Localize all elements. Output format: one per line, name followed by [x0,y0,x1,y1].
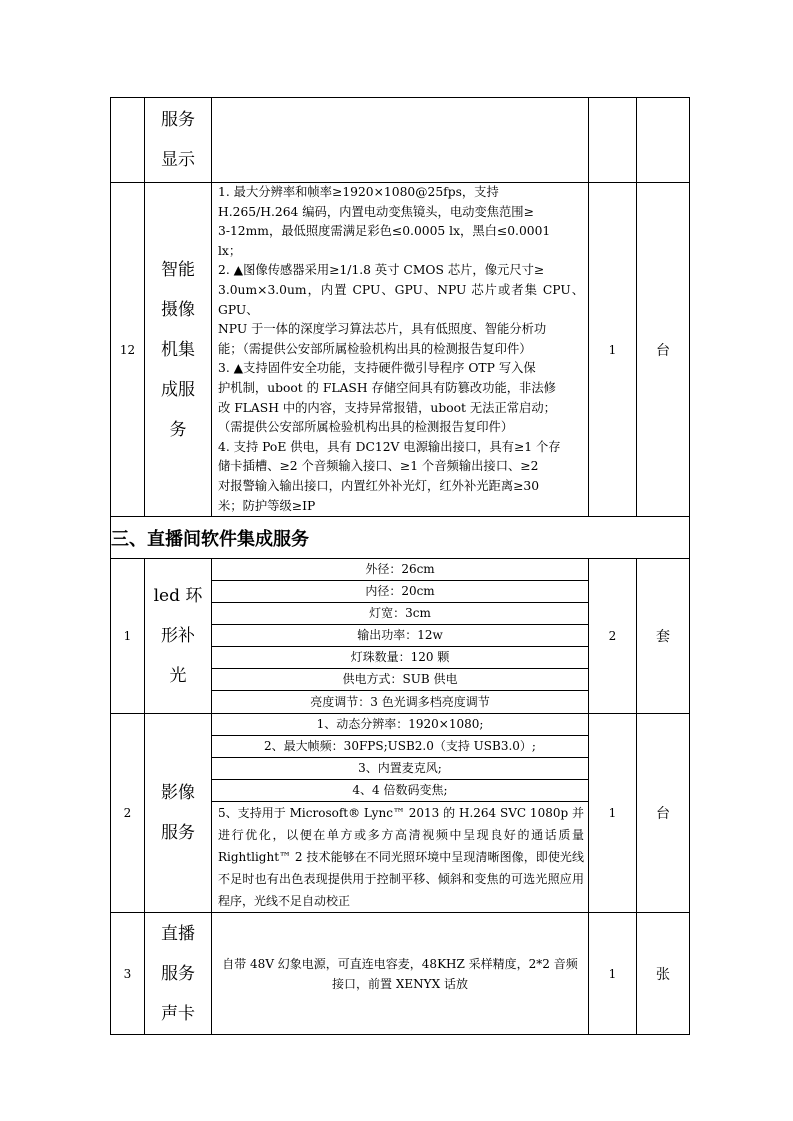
item-name-line: 直播 [161,923,195,944]
item-unit: 张 [637,913,690,1035]
item-name [145,98,212,183]
item-name-line: 服务 [161,110,195,130]
table-row [111,98,690,183]
table-row [111,559,690,714]
item-name-line: 影像 [161,783,195,804]
item-name-line: 服务 [161,823,195,844]
item-description [212,98,589,183]
item-name [145,913,212,1035]
desc-line: 2. ▲图像传感器采用≥1/1.8 英寸 CMOS 芯片，像元尺寸≥ [218,263,545,278]
spec-item: 输出功率：12w [212,625,588,647]
row-number: 1 [111,559,145,714]
table-row [111,913,690,1035]
item-name-line: led 环 [153,586,203,607]
item-description [212,559,589,714]
spec-item: 4、4 倍数码变焦; [212,780,588,802]
spec-item: 5、支持用于 Microsoft® Lync™ 2013 的 H.264 SVC 1080p 并进行优化，以便在单方或多方高清视频中呈现良好的通话质量 Rightlight™ 2 技术能够在不同光照环境中呈现清晰图像，即使光线不足时也有出色表现提供用于控制平移、倾斜和变焦的可选光照应用程序，光线不足自动校正 [218,806,584,909]
item-quantity: 1 [589,183,637,517]
desc-text: 自带 48V 幻象电源，可直连电容麦，48KHZ 采样精度，2*2 音频接口，前置 XENYX 话放 [222,956,578,991]
desc-line: （需提供公安部所属检验机构出具的检测报告复印件） [218,420,514,435]
desc-line: 改 FLASH 中的内容，支持异常报错，uboot 无法正常启动； [218,400,556,415]
desc-line: 护机制，uboot 的 FLASH 存储空间具有防篡改功能，非法修 [218,380,556,395]
spec-item: 亮度调节：3 色光调多档亮度调节 [310,694,490,709]
desc-line: NPU 于一体的深度学习算法芯片，具有低照度、智能分析功 [218,322,547,337]
item-name-line: 形补 [161,626,195,647]
desc-line: 3.0um×3.0um，内置 CPU、GPU、NPU 芯片或者集 CPU、GPU、 [218,282,584,317]
item-name-line: 显示 [161,150,195,170]
row-number: 12 [111,183,145,517]
desc-line: 1. 最大分辨率和帧率≥1920×1080@25fps，支持 [218,185,499,199]
item-name-line: 服务 [161,963,195,984]
spec-item: 灯珠数量：120 颗 [212,647,588,669]
spec-item: 灯宽：3cm [212,603,588,625]
item-description [212,913,589,1035]
desc-line: 3-12mm，最低照度需满足彩色≤0.0005 lx，黑白≤0.0001 [218,224,551,239]
item-name-line: 摄像 [161,299,195,320]
desc-line: 储卡插槽、≥2 个音频输入接口、≥1 个音频输出接口、≥2 [218,459,539,474]
item-quantity: 2 [589,559,637,714]
item-quantity: 1 [589,714,637,913]
item-description [212,183,589,517]
table-row [111,714,690,913]
item-quantity [589,98,637,183]
item-name-line: 光 [169,666,187,687]
item-unit: 套 [637,559,690,714]
spec-item: 外径：26cm [212,559,588,581]
item-quantity: 1 [589,913,637,1035]
section-row [111,517,690,559]
section-title: 三、直播间软件集成服务 [111,517,690,559]
spec-list [212,714,588,912]
desc-line: 米；防护等级≥IP [218,498,316,513]
desc-line: 能；（需提供公安部所属检验机构出具的检测报告复印件） [218,341,532,356]
item-name [145,714,212,913]
desc-line: 3. ▲支持固件安全功能，支持硬件微引导程序 OTP 写入保 [218,361,536,376]
desc-line: 4. 支持 PoE 供电，具有 DC12V 电源输出接口，具有≥1 个存 [218,439,561,454]
desc-line: 对报警输入输出接口，内置红外补光灯，红外补光距离≥30 [218,478,540,493]
item-name-line: 务 [169,419,187,440]
item-unit: 台 [637,714,690,913]
spec-item: 内径：20cm [212,581,588,603]
item-name-line: 成服 [161,379,195,400]
row-number: 3 [111,913,145,1035]
item-unit [637,98,690,183]
item-name [145,559,212,714]
table-row [111,183,690,517]
row-number [111,98,145,183]
desc-line: lx； [218,243,242,258]
row-number: 2 [111,714,145,913]
item-name [145,183,212,517]
desc-line: H.265/H.264 编码，内置电动变焦镜头，电动变焦范围≥ [218,204,534,219]
spec-item: 1、动态分辨率：1920×1080; [212,714,588,736]
spec-item: 3、内置麦克风; [212,758,588,780]
spec-table [110,97,690,1035]
spec-list [212,559,588,713]
item-unit: 台 [637,183,690,517]
spec-item: 供电方式：SUB 供电 [212,669,588,691]
item-description [212,714,589,913]
spec-item: 2、最大帧频：30FPS;USB2.0（支持 USB3.0）; [212,736,588,758]
item-name-line: 机集 [161,339,195,360]
item-name-line: 声卡 [161,1003,195,1024]
item-name-line: 智能 [161,259,195,280]
